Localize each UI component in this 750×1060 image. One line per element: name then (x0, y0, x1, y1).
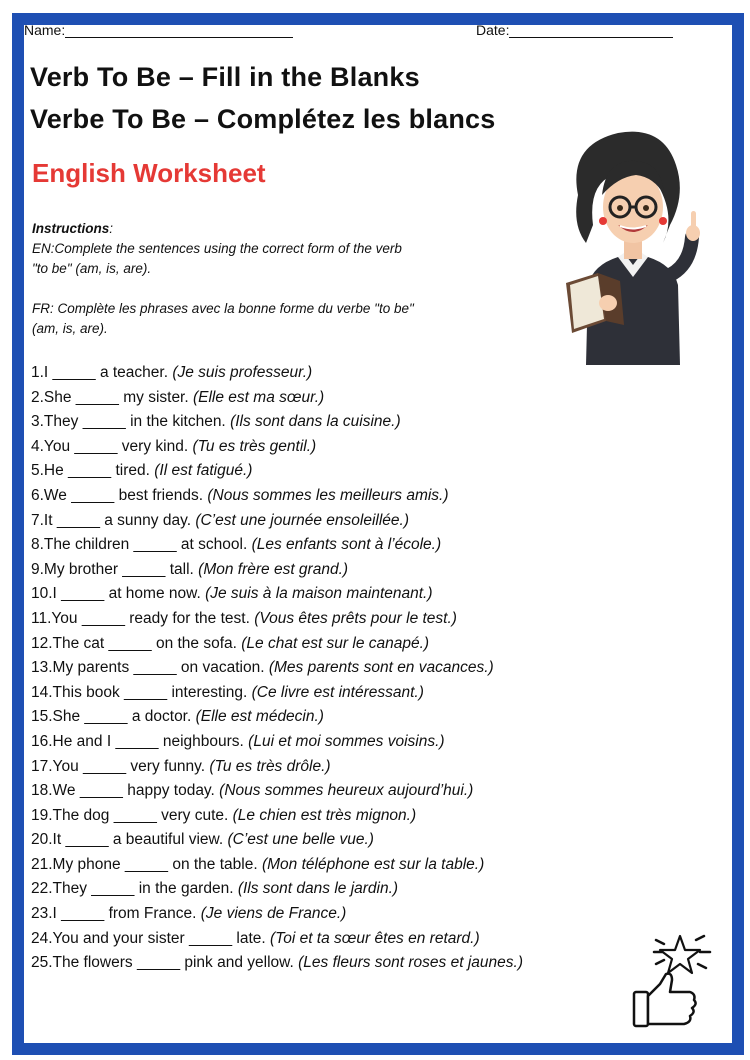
item-translation: (Les fleurs sont roses et jaunes.) (298, 954, 523, 972)
item-translation: (Nous sommes heureux aujourd’hui.) (219, 782, 474, 800)
exercise-item (31, 828, 671, 853)
instructions-heading: Instructions (32, 221, 110, 236)
exercise-list (31, 361, 671, 976)
item-sentence: 22.They _____ in the garden. (31, 880, 238, 898)
item-translation: (Je suis à la maison maintenant.) (205, 585, 433, 603)
exercise-item (31, 459, 671, 484)
item-sentence: 16.He and I _____ neighbours. (31, 732, 249, 750)
instructions-en-line1: EN:Complete the sentences using the correct form of the verb (32, 241, 402, 256)
item-translation: (Elle est médecin.) (195, 708, 324, 726)
item-sentence: 9.My brother _____ tall. (31, 560, 199, 578)
exercise-item (31, 410, 671, 435)
exercise-item (31, 951, 671, 976)
item-sentence: 11.You _____ ready for the test. (31, 609, 255, 627)
exercise-item (31, 558, 671, 583)
exercise-item (31, 632, 671, 657)
exercise-item (31, 533, 671, 558)
item-sentence: 12.The cat _____ on the sofa. (31, 634, 242, 652)
exercise-item (31, 582, 671, 607)
exercise-item (31, 435, 671, 460)
item-translation: (Le chien est très mignon.) (232, 806, 417, 824)
instructions (32, 219, 512, 339)
item-sentence: 10.I _____ at home now. (31, 585, 206, 603)
item-translation: (Nous sommes les meilleurs amis.) (207, 486, 449, 504)
item-translation: (Mon téléphone est sur la table.) (261, 855, 485, 873)
item-translation: (Ils sont dans le jardin.) (237, 880, 399, 898)
exercise-item (31, 902, 671, 927)
item-translation: (Mes parents sont en vacances.) (268, 659, 494, 677)
exercise-item (31, 681, 671, 706)
item-translation: (C’est une belle vue.) (227, 831, 374, 849)
exercise-item (31, 509, 671, 534)
exercise-item (31, 804, 671, 829)
item-sentence: 25.The flowers _____ pink and yellow. (31, 954, 299, 972)
name-blank-line (65, 23, 293, 38)
date-field[interactable] (476, 22, 673, 38)
item-sentence: 20.It _____ a beautiful view. (31, 831, 228, 849)
exercise-item (31, 705, 671, 730)
item-translation: (Ils sont dans la cuisine.) (230, 413, 401, 431)
item-translation: (Mon frère est grand.) (198, 560, 349, 578)
item-sentence: 23.I _____ from France. (31, 905, 201, 923)
item-sentence: 6.We _____ best friends. (31, 486, 208, 504)
item-translation: (Lui et moi sommes voisins.) (248, 732, 445, 750)
name-label: Name: (24, 22, 66, 38)
item-translation: (Je suis professeur.) (172, 364, 313, 381)
exercise-item (31, 656, 671, 681)
item-sentence: 3.They _____ in the kitchen. (31, 413, 231, 431)
item-sentence: 17.You _____ very funny. (31, 757, 210, 775)
date-label: Date: (476, 22, 510, 38)
instructions-fr-line2: (am, is, are). (32, 321, 108, 336)
item-sentence: 19.The dog _____ very cute. (31, 806, 233, 824)
item-translation: (Ce livre est intéressant.) (251, 683, 424, 701)
item-sentence: 5.He _____ tired. (31, 462, 155, 480)
item-sentence: 21.My phone _____ on the table. (31, 855, 262, 873)
exercise-item (31, 755, 671, 780)
item-sentence: 18.We _____ happy today. (31, 782, 220, 800)
title-french: Verbe To Be – Complétez les blancs (30, 104, 496, 134)
exercise-item (31, 607, 671, 632)
item-sentence: 8.The children _____ at school. (31, 536, 252, 554)
name-field[interactable] (24, 22, 293, 38)
exercise-item (31, 927, 671, 952)
item-translation: (C’est une journée ensoleillée.) (195, 511, 409, 529)
item-translation: (Tu es très gentil.) (192, 437, 317, 455)
teacher-illustration (558, 125, 708, 365)
item-translation: (Toi et ta sœur êtes en retard.) (270, 929, 480, 947)
exercise-item (31, 386, 671, 411)
item-sentence: 4.You _____ very kind. (31, 437, 193, 455)
exercise-item (31, 853, 671, 878)
item-sentence: 13.My parents _____ on vacation. (31, 659, 269, 677)
instructions-colon: : (109, 221, 114, 236)
item-translation: (Les enfants sont à l’école.) (251, 536, 442, 554)
item-sentence: 1.I _____ a teacher. (31, 364, 173, 381)
instructions-en-line2: "to be" (am, is, are). (32, 261, 152, 276)
item-translation: (Vous êtes prêts pour le test.) (254, 609, 457, 627)
worksheet-subtitle: English Worksheet (32, 158, 266, 188)
item-sentence: 15.She _____ a doctor. (31, 708, 196, 726)
item-translation: (Je viens de France.) (200, 905, 347, 923)
exercise-item (31, 779, 671, 804)
item-translation: (Tu es très drôle.) (209, 757, 331, 775)
thumbs-up-star-icon (620, 930, 716, 1030)
exercise-item (31, 730, 671, 755)
item-sentence: 2.She _____ my sister. (31, 388, 193, 406)
item-translation: (Le chat est sur le canapé.) (241, 634, 430, 652)
title-english: Verb To Be – Fill in the Blanks (30, 62, 420, 92)
name-date-row (24, 22, 726, 44)
item-sentence: 24.You and your sister _____ late. (31, 929, 270, 947)
item-sentence: 14.This book _____ interesting. (31, 683, 252, 701)
exercise-item (31, 877, 671, 902)
exercise-item (31, 484, 671, 509)
item-translation: (Elle est ma sœur.) (192, 388, 325, 406)
item-sentence: 7.It _____ a sunny day. (31, 511, 196, 529)
date-blank-line (509, 23, 673, 38)
instructions-fr-line1: FR: Complète les phrases avec la bonne forme du verbe "to be" (32, 301, 414, 316)
item-translation: (Il est fatigué.) (154, 462, 253, 480)
